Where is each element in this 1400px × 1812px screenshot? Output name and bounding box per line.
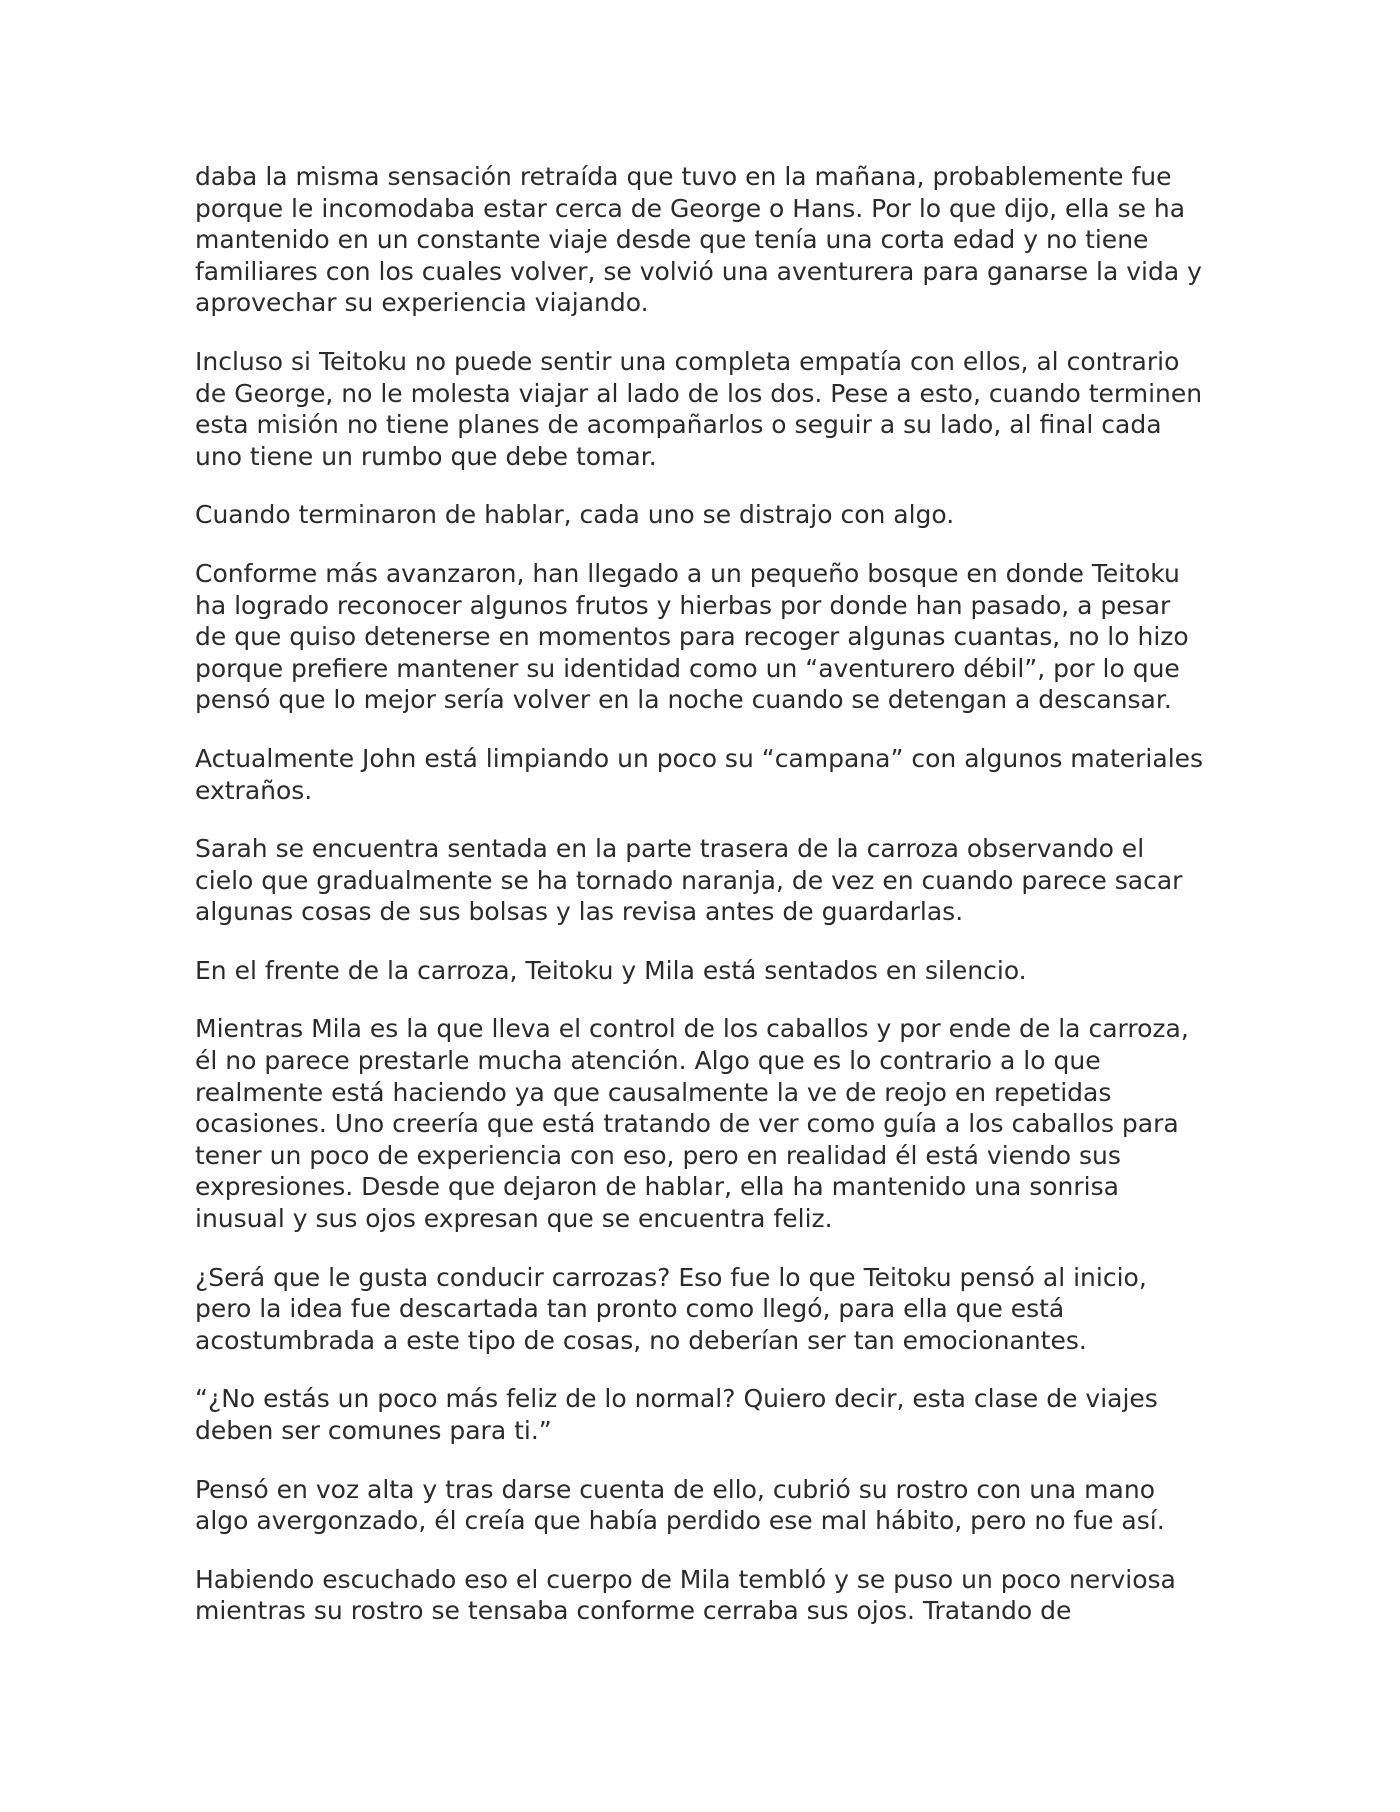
paragraph: “¿No estás un poco más feliz de lo normal? Quiero decir, esta clase de viajes deben ser comunes para ti.” xyxy=(195,1384,1158,1445)
document-body xyxy=(195,161,1205,1654)
paragraph: Cuando terminaron de hablar, cada uno se distrajo con algo. xyxy=(195,500,955,530)
paragraph: Habiendo escuchado eso el cuerpo de Mila tembló y se puso un poco nerviosa mientras su rostro se tensaba conforme cerraba sus ojos. Tratando de xyxy=(195,1564,1176,1626)
paragraph: Pensó en voz alta y tras darse cuenta de ello, cubrió su rostro con una mano algo avergonzado, él creía que había perdido ese mal hábito, pero no fue así. xyxy=(195,1474,1165,1536)
paragraph: Actualmente John está limpiando un poco su “campana” con algunos materiales extraños. xyxy=(195,743,1204,805)
paragraph: En el frente de la carroza, Teitoku y Mila está sentados en silencio. xyxy=(195,955,1027,985)
paragraph: Incluso si Teitoku no puede sentir una completa empatía con ellos, al contrario de George, no le molesta viajar al lado de los dos. Pese a esto, cuando terminen esta misión no tiene planes de acompañarlos o seguir a su lado, al final cada uno tiene un rumbo que debe tomar. xyxy=(195,346,1203,471)
paragraph: Mientras Mila es la que lleva el control de los caballos y por ende de la carroza, él no parece prestarle mucha atención. Algo que es lo contrario a lo que realmente está haciendo ya que causalmente la ve de reojo en repetidas ocasiones. Uno creería que está tratando de ver como guía a los caballos para tener un poco de experiencia con eso, pero en realidad él está viendo sus expresiones. Desde que dejaron de hablar, ella ha mantenido una sonrisa inusual y sus ojos expresan que se encuentra feliz. xyxy=(195,1014,1189,1234)
paragraph: ¿Será que le gusta conducir carrozas? Eso fue lo que Teitoku pensó al inicio, pero la idea fue descartada tan pronto como llegó, para ella que está acostumbrada a este tipo de cosas, no deberían ser tan emocionantes. xyxy=(195,1262,1147,1355)
paragraph: Conforme más avanzaron, han llegado a un pequeño bosque en donde Teitoku ha logrado reconocer algunos frutos y hierbas por donde han pasado, a pesar de que quiso detenerse en momentos para recoger algunas cuantas, no lo hizo porque prefiere mantener su identidad como un “aventurero débil”, por lo que pensó que lo mejor sería volver en la noche cuando se detengan a descansar. xyxy=(195,558,1189,715)
paragraph: daba la misma sensación retraída que tuvo en la mañana, probablemente fue porque le incomodaba estar cerca de George o Hans. Por lo que dijo, ella se ha mantenido en un constante viaje desde que tenía una corta edad y no tiene familiares con los cuales volver, se volvió una aventurera para ganarse la vida y aprovechar su experiencia viajando. xyxy=(195,162,1202,318)
paragraph: Sarah se encuentra sentada en la parte trasera de la carroza observando el cielo que gradualmente se ha tornado naranja, de vez en cuando parece sacar algunas cosas de sus bolsas y las revisa antes de guardarlas. xyxy=(195,834,1183,927)
